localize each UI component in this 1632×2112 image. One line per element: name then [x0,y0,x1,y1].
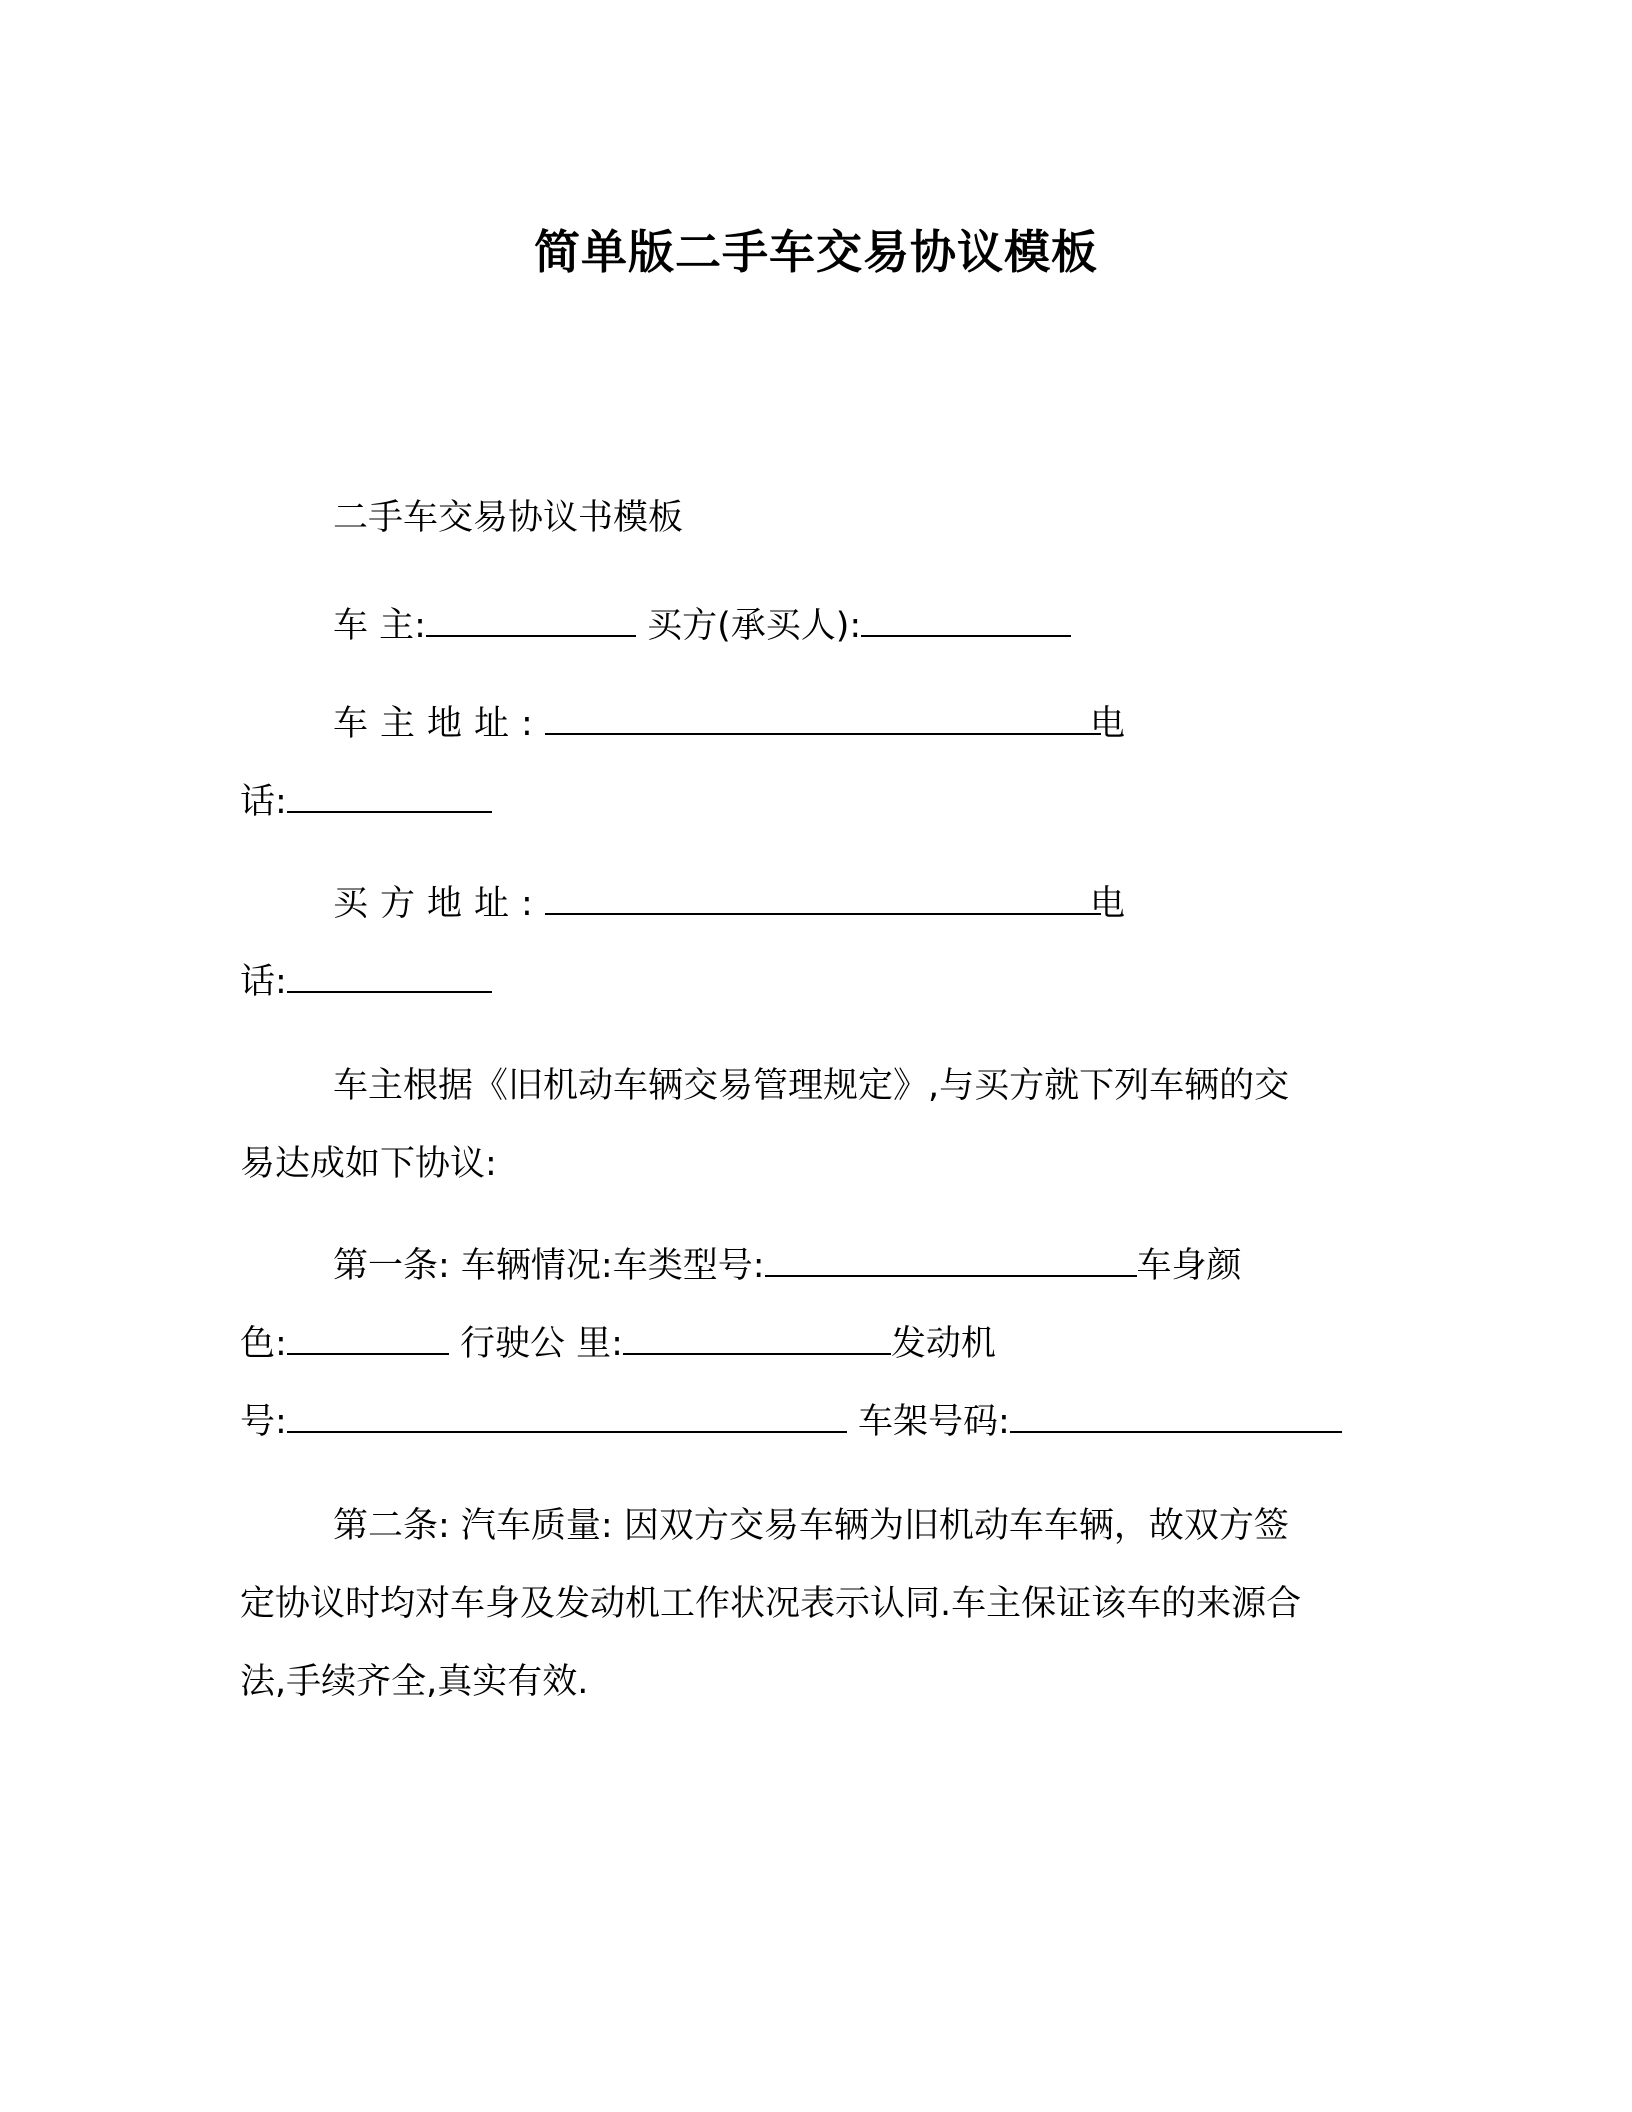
frame-label: 车架号码: [857,1402,1010,1442]
buyer-phone-label-b: 话: [240,962,287,1002]
vehicle-model-blank[interactable] [765,1245,1137,1277]
buyer-phone-blank[interactable] [287,961,492,993]
engine-label-b: 号: [240,1402,287,1442]
intro-line-2: 易达成如下协议: [240,1144,497,1184]
owner-address-blank[interactable] [545,703,1101,735]
owner-address-label: 车主地址: [333,704,545,744]
frame-number-blank[interactable] [1010,1401,1342,1433]
owner-phone-label-a: 电 [1090,704,1126,744]
article1-line-3 [240,1398,1342,1446]
engine-label-a: 发动机 [890,1324,996,1364]
article2-line-3: 法,手续齐全,真实有效. [240,1662,589,1702]
owner-buyer-line [333,602,1071,650]
buyer-address-line [333,880,1101,928]
article1-line-1 [333,1242,1242,1290]
subtitle: 二手车交易协议书模板 [333,498,684,538]
article2-line-2: 定协议时均对车身及发动机工作状况表示认同.车主保证该车的来源合 [240,1584,1302,1624]
owner-phone-label-b: 话: [240,782,287,822]
owner-phone-line [240,778,492,826]
owner-address-line [333,700,1101,748]
mileage-label: 行驶公 里: [459,1324,623,1364]
buyer-label: 买方(承买人): [647,606,862,646]
article1-prefix: 第一条: 车辆情况:车类型号: [333,1246,765,1286]
buyer-blank[interactable] [861,605,1071,637]
article1-line-2 [240,1320,996,1368]
body-color-blank[interactable] [287,1323,449,1355]
buyer-phone-label-a: 电 [1090,884,1126,924]
buyer-phone-line [240,958,492,1006]
body-color-label-b: 色: [240,1324,287,1364]
owner-blank[interactable] [426,605,636,637]
body-color-label-a: 车身颜 [1136,1246,1242,1286]
buyer-address-label: 买方地址: [333,884,545,924]
owner-label: 车 主: [333,606,426,646]
buyer-address-blank[interactable] [545,883,1101,915]
mileage-blank[interactable] [623,1323,891,1355]
document-title: 简单版二手车交易协议模板 [534,225,1098,279]
engine-number-blank[interactable] [287,1401,847,1433]
article2-line-1: 第二条: 汽车质量: 因双方交易车辆为旧机动车车辆，故双方签 [333,1506,1289,1546]
owner-phone-blank[interactable] [287,781,492,813]
intro-line-1: 车主根据《旧机动车辆交易管理规定》,与买方就下列车辆的交 [333,1066,1290,1106]
